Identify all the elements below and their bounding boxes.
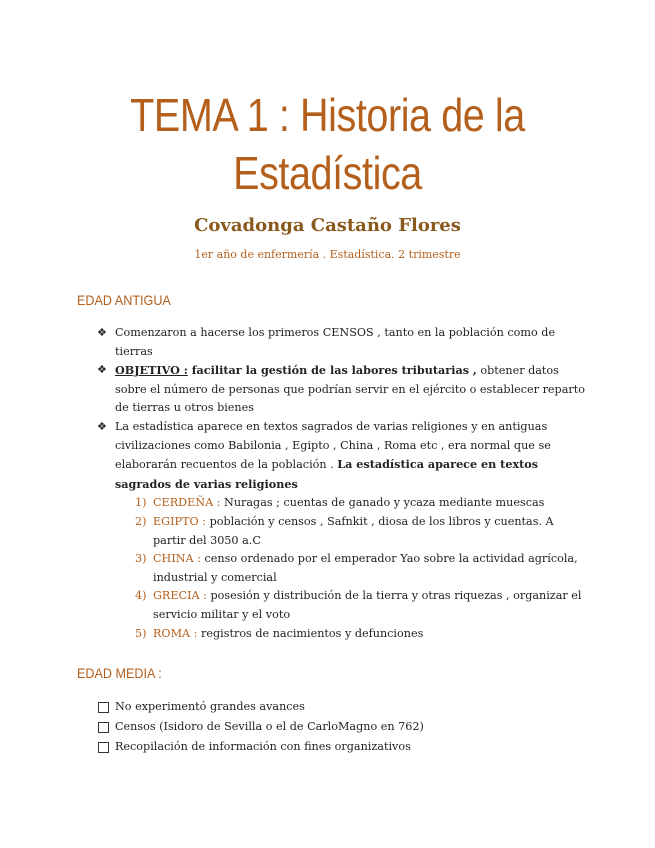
place-text: Nuragas ; cuentas de ganado y ycaza mediante muescas — [220, 496, 545, 510]
checklist-item[interactable] — [97, 737, 587, 757]
checklist-text: No experimentó grandes avances — [115, 700, 305, 713]
list-number: 1) — [135, 496, 147, 510]
title-line-1: TEMA 1 : Historia de la — [130, 89, 525, 141]
checklist-item[interactable] — [97, 697, 587, 717]
objetivo-bold-text: facilitar la gestión de las labores tributarias , — [187, 363, 477, 378]
list-item — [97, 361, 587, 418]
place-text: posesión y distribución de la tierra y otras riquezas , organizar el servicio militar y el voto — [153, 589, 582, 621]
place-label: ROMA : — [153, 626, 198, 640]
list-item — [97, 324, 587, 361]
civilizations-list — [97, 494, 587, 643]
section-heading-edad-media: EDAD MEDIA : — [77, 665, 162, 681]
checkbox-icon[interactable] — [98, 722, 109, 733]
list-number: 4) — [135, 589, 147, 603]
place-label: GRECIA : — [153, 589, 207, 603]
objetivo-label: OBJETIVO : — [115, 363, 188, 378]
author-name: Covadonga Castaño Flores — [194, 215, 461, 236]
list-item — [97, 550, 587, 587]
list-item — [97, 625, 587, 644]
checklist-text: Censos (Isidoro de Sevilla o el de CarloMagno en 762) — [115, 720, 424, 733]
list-number: 3) — [135, 552, 147, 566]
checklist-item[interactable] — [97, 717, 587, 737]
place-label: EGIPTO : — [153, 514, 207, 528]
diamond-bullet-icon: ❖ — [97, 326, 107, 339]
checklist-text: Recopilación de información con fines organizativos — [115, 740, 411, 753]
section-heading-edad-antigua: EDAD ANTIGUA — [77, 292, 171, 308]
edad-antigua-list — [97, 324, 587, 643]
checkbox-icon[interactable] — [98, 742, 109, 753]
place-text: registros de nacimientos y defunciones — [197, 626, 424, 640]
list-item — [97, 418, 587, 494]
title-line-2: Estadística — [233, 147, 422, 199]
item-text: Comenzaron a hacerse los primeros CENSOS , tanto en la población como de tierras — [115, 326, 556, 358]
edad-media-checklist — [97, 697, 587, 757]
list-item — [97, 494, 587, 513]
place-text: población y censos , Safnkit , diosa de los libros y cuentas. A partir del 3050 a.C — [153, 514, 554, 547]
list-number: 5) — [135, 626, 147, 640]
place-label: CERDEÑA : — [153, 496, 221, 510]
diamond-bullet-icon: ❖ — [97, 419, 107, 433]
list-item — [97, 587, 587, 624]
document-title — [46, 86, 609, 202]
objetivo-text: obtener datos sobre el número de personas que podrían servir en el ejército o establecer reparto de tierras u otros bienes — [115, 364, 585, 415]
item-text: La estadística aparece en textos sagrados de varias religiones y en antiguas civilizaciones como Babilonia , Egipto , China , Roma etc , era normal que se elaborarán recuentos de la población . — [115, 419, 551, 472]
checkbox-icon[interactable] — [98, 702, 109, 713]
list-item — [97, 513, 587, 550]
document-subtitle: 1er año de enfermería . Estadística. 2 trimestre — [194, 248, 461, 261]
place-text: censo ordenado por el emperador Yao sobre la actividad agrícola, industrial y comercial — [153, 552, 578, 584]
diamond-bullet-icon: ❖ — [97, 363, 107, 377]
item-bold-text: La estadística aparece en textos sagrados de varias religiones — [115, 457, 539, 491]
place-label: CHINA : — [153, 552, 201, 566]
list-number: 2) — [135, 514, 147, 528]
